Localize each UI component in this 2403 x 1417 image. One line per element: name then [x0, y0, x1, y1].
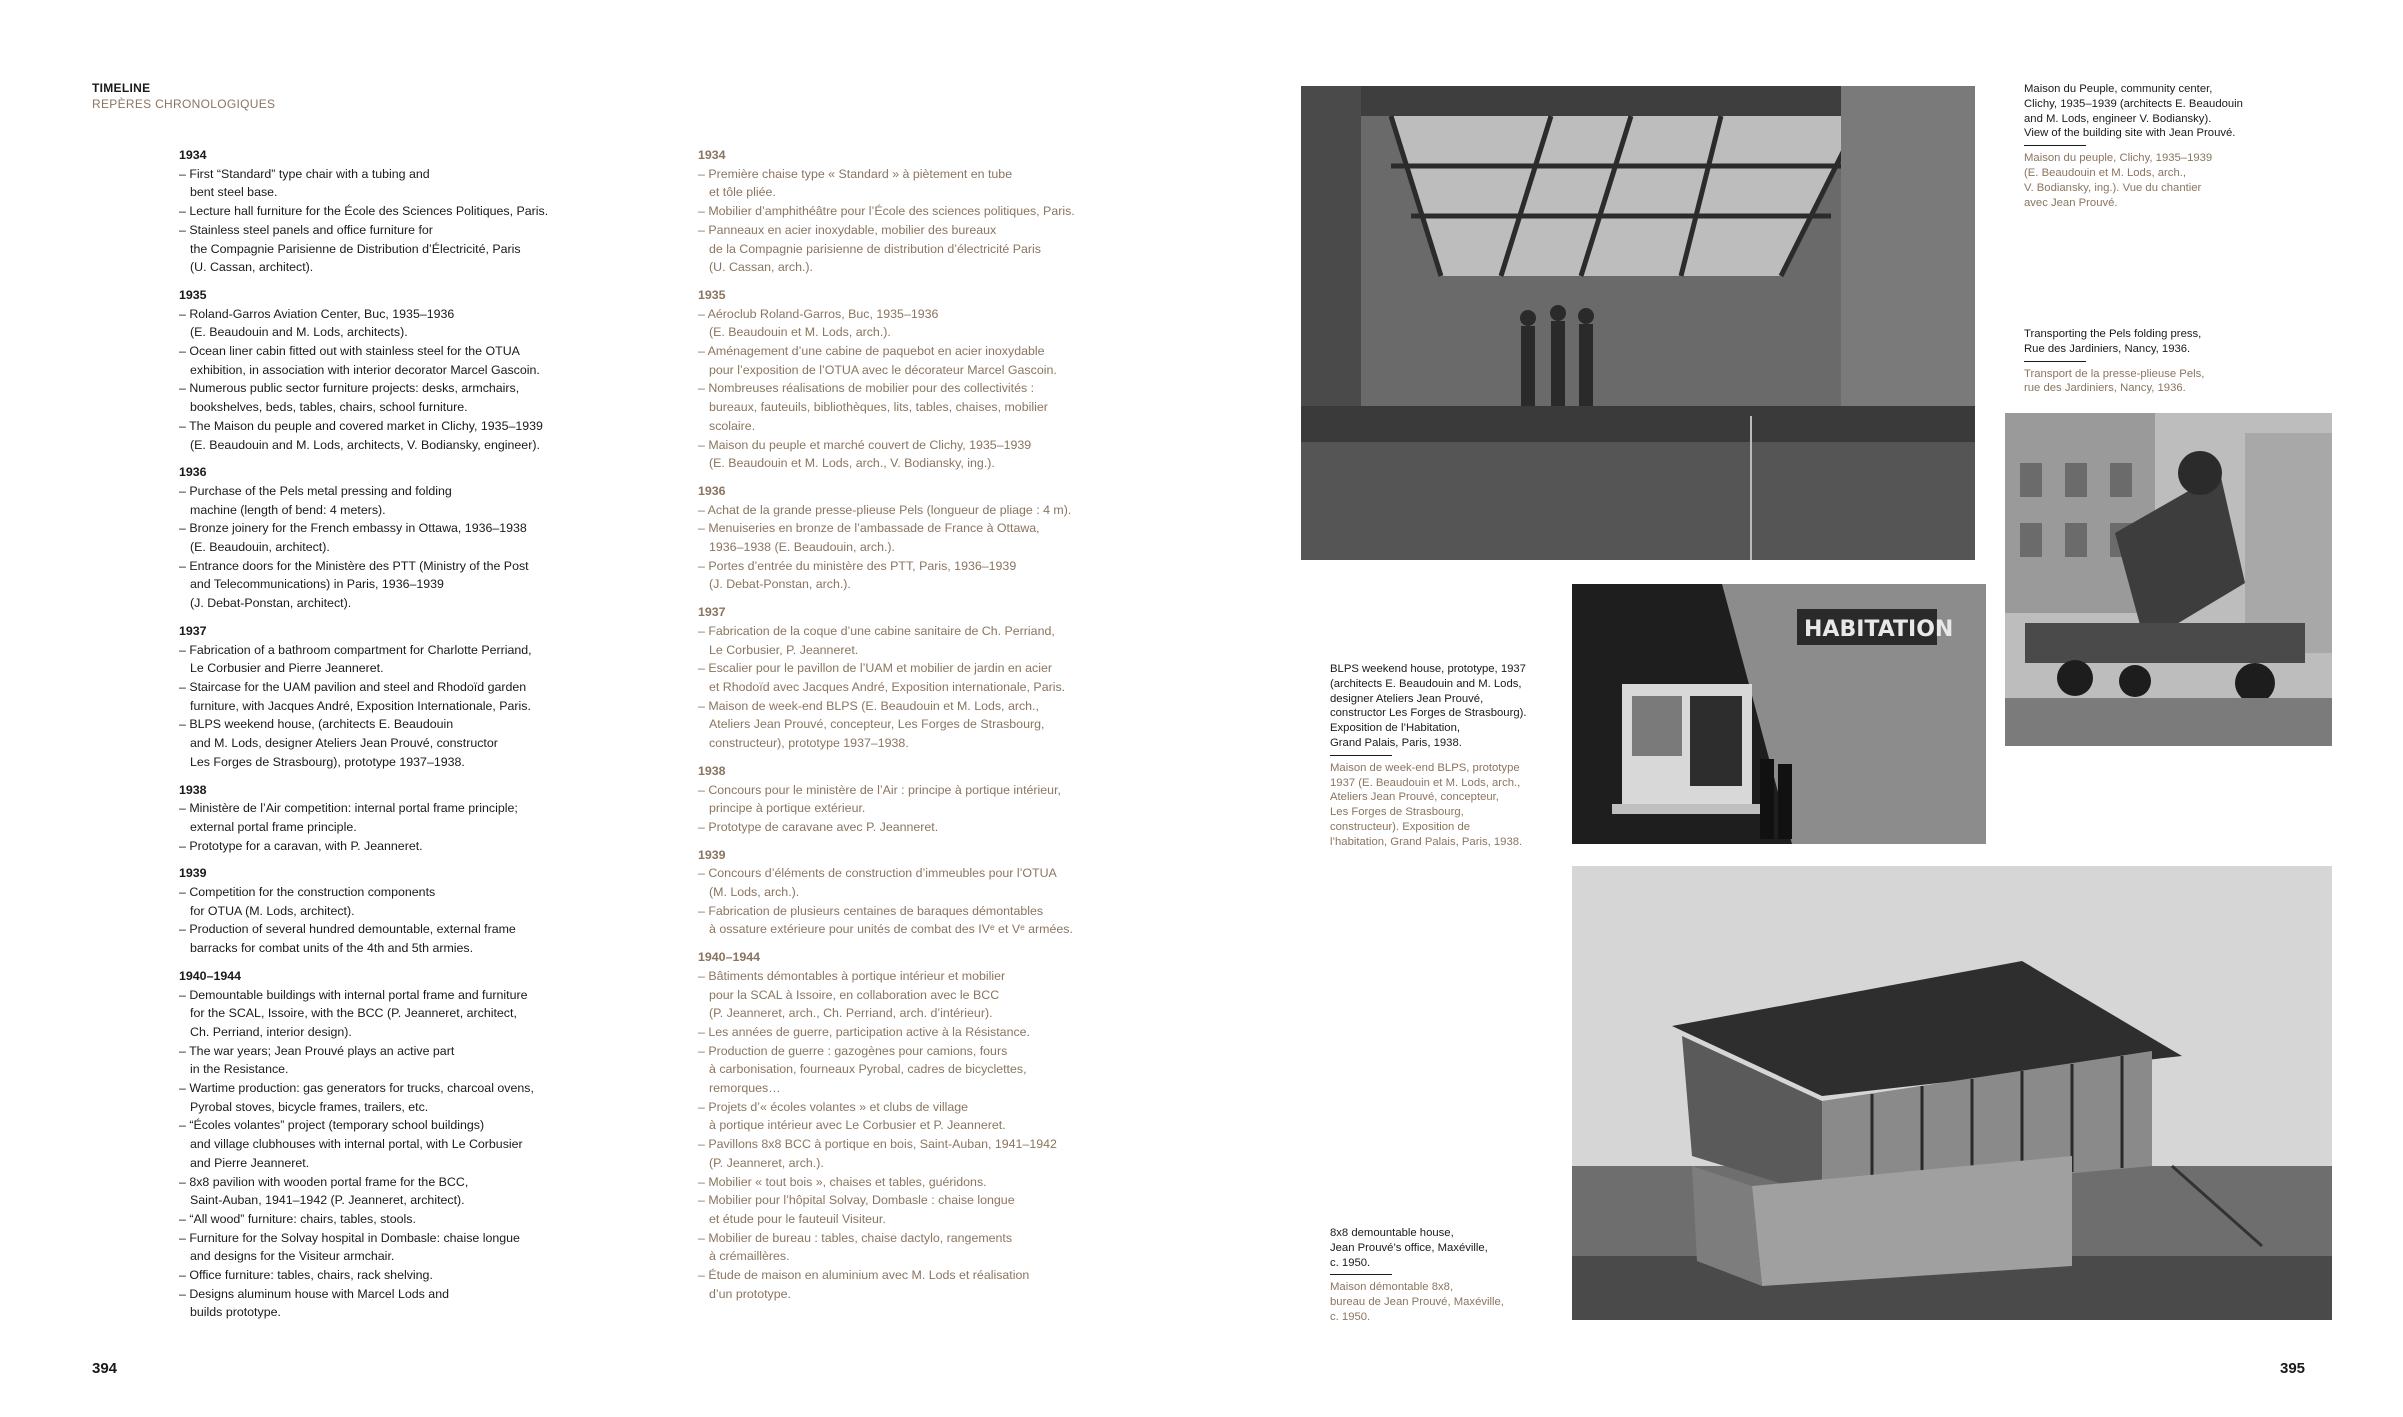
timeline-entry: – Menuiseries en bronze de l’ambassade de France à Ottawa, 1936–1938 (E. Beaudouin, arch.). [698, 521, 1040, 555]
timeline-entry: – Portes d’entrée du ministère des PTT, Paris, 1936–1939 (J. Debat-Ponstan, arch.). [698, 558, 1017, 592]
photo-pels-folding-press [2005, 413, 2332, 746]
photo-blps-weekend-house [1572, 584, 1986, 844]
timeline-entry: – Production de guerre : gazogènes pour camions, fours à carbonisation, fourneaux Pyrobal, cadres de bicyclettes, remorques… [698, 1043, 1027, 1096]
timeline-year: 1939 [179, 866, 207, 881]
timeline-entry: – Lecture hall furniture for the École des Sciences Politiques, Paris. [179, 204, 549, 219]
timeline-entry: – Maison du peuple et marché couvert de Clichy, 1935–1939 (E. Beaudouin et M. Lods, arch., V. Bodiansky, ing.). [698, 437, 1032, 471]
timeline-entry: – Fabrication de plusieurs centaines de baraques démontables à ossature extérieure pour unités de combat des IVᵉ et Vᵉ armées. [698, 903, 1073, 937]
timeline-entry: – Fabrication de la coque d’une cabine sanitaire de Ch. Perriand, Le Corbusier, P. Jeanneret. [698, 623, 1055, 657]
timeline-entry: – Staircase for the UAM pavilion and steel and Rhodoïd garden furniture, with Jacques André, Exposition Internationale, Paris. [179, 679, 531, 713]
timeline-entry: – Concours pour le ministère de l’Air : principe à portique intérieur, principe à portique extérieur. [698, 782, 1061, 816]
photo-clichy-building-site [1301, 86, 1975, 560]
timeline-entry: – Nombreuses réalisations de mobilier pour des collectivités : bureaux, fauteuils, bibliothèques, lits, tables, chaises, mobilier scolaire. [698, 381, 1048, 433]
timeline-year: 1938 [698, 763, 726, 778]
timeline-entry: – Wartime production: gas generators for trucks, charcoal ovens, Pyrobal stoves, bicycle frames, trailers, etc. [179, 1081, 534, 1114]
timeline-entry: – Mobilier « tout bois », chaises et tables, guéridons. [698, 1174, 987, 1189]
timeline-entry: – Prototype de caravane avec P. Jeanneret. [698, 819, 939, 834]
timeline-entry: – Mobilier d’amphithéâtre pour l’École des sciences politiques, Paris. [698, 204, 1075, 219]
timeline-entry: – Étude de maison en aluminium avec M. Lods et réalisation d’un prototype. [698, 1268, 1030, 1301]
photo-8x8-demountable-house [1572, 866, 2332, 1320]
caption-clichy [2024, 82, 2294, 210]
timeline-entry: – Bâtiments démontables à portique intérieur et mobilier pour la SCAL à Issoire, en collaboration avec le BCC (P. Jeanneret, arch., Ch. Perriand, arch. d’intérieur). [698, 968, 1006, 1021]
timeline-year: 1937 [698, 605, 726, 620]
timeline-entry: – Aéroclub Roland-Garros, Buc, 1935–1936 (E. Beaudouin et M. Lods, arch.). [698, 306, 939, 340]
timeline-year: 1936 [179, 465, 207, 480]
timeline-entry: – Prototype for a caravan, with P. Jeanneret. [179, 838, 423, 853]
timeline-entry: – Projets d’« écoles volantes » et clubs de village à portique intérieur avec Le Corbusier et P. Jeanneret. [698, 1099, 1006, 1133]
timeline-entry: – Panneaux en acier inoxydable, mobilier des bureaux de la Compagnie parisienne de distribution d’électricité Paris (U. Cassan, arch.). [698, 222, 1041, 275]
timeline-entry: – Fabrication of a bathroom compartment for Charlotte Perriand, Le Corbusier and Pierre Jeanneret. [179, 642, 532, 676]
timeline-entry: – “Écoles volantes” project (temporary school buildings) and village clubhouses with internal portal, with Le Corbusier and Pierre Jeanneret. [179, 1118, 523, 1170]
caption-pels-press [2024, 327, 2294, 396]
timeline-entry: – Demountable buildings with internal portal frame and furniture for the SCAL, Issoire, with the BCC (P. Jeanneret, architect, Ch. Perriand, interior design). [179, 987, 528, 1039]
timeline-entry: – Designs aluminum house with Marcel Lods and builds prototype. [179, 1286, 449, 1320]
caption-8x8-house-en: 8x8 demountable house, Jean Prouvé’s office, Maxéville, c. 1950. [1330, 1227, 1488, 1269]
caption-pels-press-en: Transporting the Pels folding press, Rue des Jardiniers, Nancy, 1936. [2024, 328, 2202, 355]
timeline-entry: – First “Standard” type chair with a tubing and bent steel base. [179, 166, 430, 200]
caption-blps-fr: Maison de week-end BLPS, prototype 1937 (E. Beaudouin et M. Lods, arch., Ateliers Jean Prouvé, concepteur, Les Forges de Strasbourg, constructeur). Exposition de l’habitation, Grand Palais, Paris, 1938. [1330, 761, 1523, 848]
caption-8x8-house-fr: Maison démontable 8x8, bureau de Jean Prouvé, Maxéville, c. 1950. [1330, 1281, 1504, 1323]
timeline-entry: – Furniture for the Solvay hospital in Dombasle: chaise longue and designs for the Visiteur armchair. [179, 1230, 520, 1264]
caption-divider [1330, 1274, 1392, 1275]
timeline-entry: – Ministère de l’Air competition: internal portal frame principle; external portal frame principle. [179, 801, 518, 834]
caption-blps [1330, 662, 1560, 850]
timeline-year: 1938 [179, 782, 207, 797]
caption-pels-press-fr: Transport de la presse-plieuse Pels, rue des Jardiniers, Nancy, 1936. [2024, 367, 2205, 395]
caption-8x8-house [1330, 1226, 1560, 1325]
timeline-entry: – Numerous public sector furniture projects: desks, armchairs, bookshelves, beds, tables, chairs, school furniture. [179, 381, 520, 415]
timeline-entry: – BLPS weekend house, (architects E. Beaudouin and M. Lods, designer Ateliers Jean Prouvé, constructor Les Forges de Strasbourg), prototype 1937–1938. [179, 717, 498, 769]
timeline-entry: – Concours d’éléments de construction d’immeubles pour l’OTUA (M. Lods, arch.). [698, 866, 1057, 900]
timeline-year: 1934 [179, 148, 207, 162]
habitation-sign: HABITATION [1804, 617, 1954, 642]
timeline-entry: – “All wood” furniture: chairs, tables, stools. [179, 1211, 416, 1226]
page-number-right: 395 [2280, 1360, 2306, 1377]
timeline-year: 1940–1944 [179, 968, 242, 983]
page-number-left: 394 [92, 1360, 118, 1377]
timeline-year: 1939 [698, 847, 726, 862]
timeline-entry: – The Maison du peuple and covered market in Clichy, 1935–1939 (E. Beaudouin and M. Lods, architects, V. Bodiansky, engineer). [179, 418, 543, 452]
timeline-entry: – Bronze joinery for the French embassy in Ottawa, 1936–1938 (E. Beaudouin, architect). [179, 521, 527, 555]
timeline-entry: – Competition for the construction components for OTUA (M. Lods, architect). [179, 885, 436, 918]
timeline-french-column [698, 146, 1168, 1303]
timeline-entry: – Achat de la grande presse-plieuse Pels (longueur de pliage : 4 m). [698, 502, 1072, 517]
timeline-year: 1940–1944 [698, 950, 761, 965]
header-title-fr: REPÈRES CHRONOLOGIQUES [92, 97, 276, 111]
timeline-entry: – Escalier pour le pavillon de l’UAM et mobilier de jardin en acier et Rhodoïd avec Jacques André, Exposition internationale, Paris. [698, 661, 1066, 694]
timeline-year: 1937 [179, 623, 207, 638]
timeline-english-column [179, 146, 619, 1322]
timeline-entry: – Les années de guerre, participation active à la Résistance. [698, 1024, 1030, 1039]
timeline-entry: – Office furniture: tables, chairs, rack shelving. [179, 1268, 433, 1283]
caption-divider [2024, 145, 2086, 146]
timeline-year: 1936 [698, 483, 726, 498]
timeline-entry: – The war years; Jean Prouvé plays an active part in the Resistance. [179, 1043, 455, 1077]
timeline-entry: – Mobilier de bureau : tables, chaise dactylo, rangements à crémaillères. [698, 1230, 1013, 1264]
timeline-entry: – Première chaise type « Standard » à piètement en tube et tôle pliée. [698, 166, 1013, 200]
timeline-entry: – Aménagement d’une cabine de paquebot en acier inoxydable pour l’exposition de l’OTUA avec le décorateur Marcel Gascoin. [698, 344, 1057, 377]
timeline-entry: – Stainless steel panels and office furniture for the Compagnie Parisienne de Distribution d’Électricité, Paris (U. Cassan, architect). [179, 222, 521, 275]
timeline-entry: – Pavillons 8x8 BCC à portique en bois, Saint-Auban, 1941–1942 (P. Jeanneret, arch.). [698, 1137, 1057, 1170]
timeline-year: 1934 [698, 148, 726, 162]
caption-divider [1330, 755, 1392, 756]
caption-clichy-en: Maison du Peuple, community center, Clichy, 1935–1939 (architects E. Beaudouin and M. Lods, engineer V. Bodiansky). View of the building site with Jean Prouvé. [2024, 83, 2243, 140]
caption-divider [2024, 361, 2086, 362]
section-header [92, 80, 275, 112]
header-title-en: TIMELINE [92, 81, 151, 95]
timeline-entry: – Ocean liner cabin fitted out with stainless steel for the OTUA exhibition, in association with interior decorator Marcel Gascoin. [179, 344, 540, 377]
timeline-entry: – Roland-Garros Aviation Center, Buc, 1935–1936 (E. Beaudouin and M. Lods, architects). [179, 306, 455, 340]
timeline-entry: – Purchase of the Pels metal pressing and folding machine (length of bend: 4 meters). [179, 483, 452, 517]
timeline-entry: – Mobilier pour l’hôpital Solvay, Dombasle : chaise longue et étude pour le fauteuil Visiteur. [698, 1193, 1015, 1226]
timeline-entry: – Maison de week-end BLPS (E. Beaudouin et M. Lods, arch., Ateliers Jean Prouvé, concepteur, Les Forges de Strasbourg, constructeur), prototype 1937–1938. [698, 698, 1045, 751]
timeline-entry: – Production of several hundred demountable, external frame barracks for combat units of the 4th and 5th armies. [179, 922, 516, 956]
timeline-year: 1935 [179, 287, 207, 302]
timeline-entry: – Entrance doors for the Ministère des PTT (Ministry of the Post and Telecommunications) in Paris, 1936–1939 (J. Debat-Ponstan, architect). [179, 558, 529, 611]
timeline-year: 1935 [698, 287, 726, 302]
caption-clichy-fr: Maison du peuple, Clichy, 1935–1939 (E. Beaudouin et M. Lods, arch., V. Bodiansky, ing.). Vue du chantier avec Jean Prouvé. [2024, 152, 2213, 209]
caption-blps-en: BLPS weekend house, prototype, 1937 (architects E. Beaudouin and M. Lods, designer Ateliers Jean Prouvé, constructor Les Forges de Strasbourg). Exposition de l’Habitation, Grand Palais, Paris, 1938. [1330, 663, 1527, 749]
timeline-entry: – 8x8 pavilion with wooden portal frame for the BCC, Saint-Auban, 1941–1942 (P. Jeanneret, architect). [179, 1174, 469, 1208]
